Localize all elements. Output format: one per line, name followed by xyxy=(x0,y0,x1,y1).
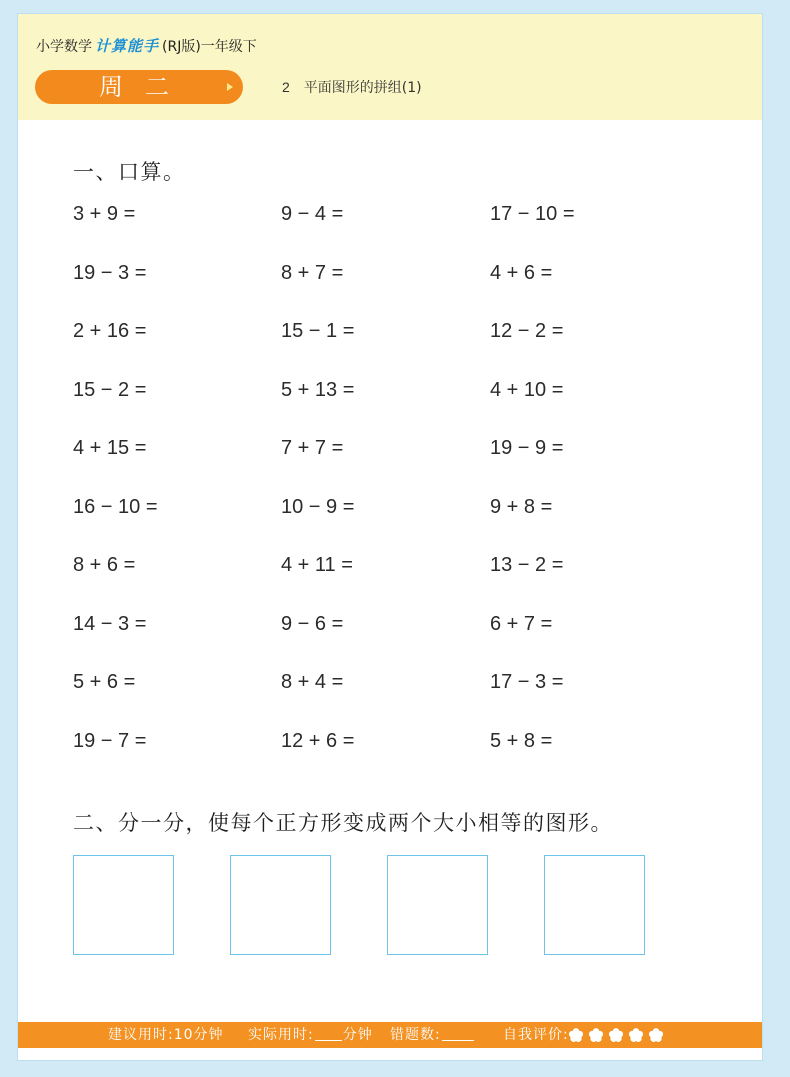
section-title-divide-squares: 二、分一分，使每个正方形变成两个大小相等的图形。 xyxy=(73,811,613,835)
triangle-right-icon xyxy=(227,83,233,91)
arithmetic-problem: 12 − 2 = xyxy=(490,320,564,342)
square-box xyxy=(230,855,331,955)
arithmetic-problem: 3 + 9 = xyxy=(73,203,136,225)
lesson-number: 2 xyxy=(282,79,290,95)
arithmetic-problem: 17 − 10 = xyxy=(490,203,575,225)
square-box xyxy=(387,855,488,955)
arithmetic-problem: 7 + 7 = xyxy=(281,437,344,459)
day-label: 周二 xyxy=(99,73,191,101)
arithmetic-problem: 13 − 2 = xyxy=(490,554,564,576)
self-evaluation-label: 自我评价: xyxy=(503,1027,569,1043)
arithmetic-problem: 12 + 6 = xyxy=(281,729,355,752)
arithmetic-problem: 15 − 2 = xyxy=(73,378,147,401)
day-pill xyxy=(35,70,243,104)
page-footer xyxy=(18,1022,762,1048)
arithmetic-problem: 9 − 6 = xyxy=(281,612,344,635)
arithmetic-problem: 19 − 7 = xyxy=(73,729,147,752)
book-title xyxy=(36,36,257,57)
actual-time-unit: 分钟 xyxy=(342,1027,373,1043)
self-evaluation-rating xyxy=(568,1027,664,1043)
arithmetic-problem: 19 − 9 = xyxy=(490,437,564,459)
flower-icon xyxy=(648,1027,664,1043)
arithmetic-problem: 4 + 10 = xyxy=(490,378,564,401)
arithmetic-problem: 5 + 8 = xyxy=(490,729,553,752)
page-header xyxy=(18,14,762,120)
flower-icon xyxy=(628,1027,644,1043)
flower-icon xyxy=(568,1027,584,1043)
arithmetic-problem: 8 + 4 = xyxy=(281,671,344,693)
worksheet-page xyxy=(18,14,762,1060)
blank-line xyxy=(315,1026,342,1041)
arithmetic-problem: 5 + 6 = xyxy=(73,671,136,693)
lesson-title: 平面图形的拼组(1) xyxy=(303,80,422,96)
arithmetic-problem: 14 − 3 = xyxy=(73,612,147,635)
section-title-oral-arithmetic: 一、口算。 xyxy=(73,160,186,184)
arithmetic-problem: 4 + 11 = xyxy=(281,554,353,576)
error-count-label: 错题数: xyxy=(390,1027,441,1043)
error-count xyxy=(390,1022,475,1048)
actual-time xyxy=(248,1022,373,1048)
arithmetic-problem: 8 + 7 = xyxy=(281,261,344,284)
arithmetic-problem: 8 + 6 = xyxy=(73,554,136,576)
arithmetic-problem: 6 + 7 = xyxy=(490,612,553,635)
arithmetic-problem: 17 − 3 = xyxy=(490,671,564,693)
arithmetic-problem: 19 − 3 = xyxy=(73,261,147,284)
arithmetic-problem: 4 + 15 = xyxy=(73,437,147,459)
blank-line xyxy=(442,1026,474,1041)
arithmetic-problem: 16 − 10 = xyxy=(73,495,158,518)
lesson-heading xyxy=(282,77,422,98)
edition-label: (RJ版)一年级下 xyxy=(162,39,257,55)
arithmetic-problem: 2 + 16 = xyxy=(73,320,147,342)
actual-time-label: 实际用时: xyxy=(248,1027,314,1043)
arithmetic-problem: 10 − 9 = xyxy=(281,495,355,518)
series-name: 小学数学 xyxy=(36,39,92,55)
flower-icon xyxy=(608,1027,624,1043)
brand-name: 计算能手 xyxy=(95,37,160,55)
arithmetic-problem: 15 − 1 = xyxy=(281,320,355,342)
square-box xyxy=(544,855,645,955)
arithmetic-problem: 9 − 4 = xyxy=(281,203,344,225)
square-box xyxy=(73,855,174,955)
arithmetic-problem: 5 + 13 = xyxy=(281,378,355,401)
flower-icon xyxy=(588,1027,604,1043)
arithmetic-problem: 4 + 6 = xyxy=(490,261,553,284)
suggested-time: 建议用时:10分钟 xyxy=(108,1027,224,1043)
arithmetic-problem: 9 + 8 = xyxy=(490,495,553,518)
